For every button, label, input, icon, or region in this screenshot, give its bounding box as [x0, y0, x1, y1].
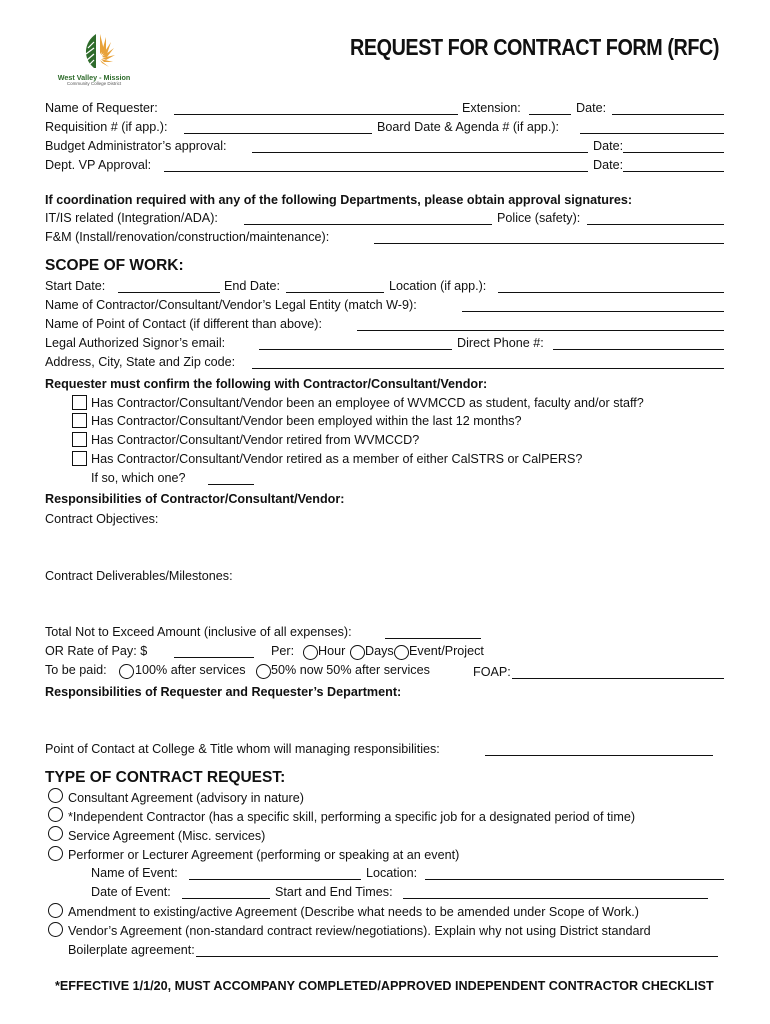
fm-field[interactable] [374, 243, 724, 244]
address-label: Address, City, State and Zip code: [45, 355, 236, 369]
itis-field[interactable] [244, 224, 492, 225]
foap-label: FOAP: [473, 665, 511, 679]
contractor-name-field[interactable] [462, 311, 724, 312]
point-contact-label: Name of Point of Contact (if different than above): [45, 317, 322, 331]
name-of-requester-label: Name of Requester: [45, 101, 158, 115]
per-event-label: Event/Project [409, 644, 484, 658]
vendor-label: Vendor’s Agreement (non-standard contract review/negotiations). Explain why not using District standard [68, 924, 651, 938]
logo-caption [57, 74, 131, 87]
objectives-label: Contract Objectives: [45, 512, 159, 526]
service-radio[interactable] [48, 826, 63, 841]
start-end-field[interactable] [403, 898, 708, 899]
contractor-name-label: Name of Contractor/Consultant/Vendor’s Legal Entity (match W-9): [45, 298, 417, 312]
direct-phone-label: Direct Phone #: [457, 336, 544, 350]
contract-type-heading: TYPE OF CONTRACT REQUEST: [45, 769, 286, 786]
coordination-heading: If coordination required with any of the following Departments, please obtain approval signatures: [45, 193, 633, 207]
confirm-item-calstrs: Has Contractor/Consultant/Vendor retired as a member of either CalSTRS or CalPERS? [91, 452, 583, 466]
confirm-item-retired: Has Contractor/Consultant/Vendor retired from WVMCCD? [91, 433, 420, 447]
boilerplate-label: Boilerplate agreement: [68, 943, 195, 957]
rate-field[interactable] [174, 657, 254, 658]
performer-radio[interactable] [48, 846, 63, 861]
extension-label: Extension: [462, 101, 521, 115]
end-date-field[interactable] [286, 292, 384, 293]
total-amount-field[interactable] [385, 638, 481, 639]
independent-label: *Independent Contractor (has a specific skill, performing a specific job for a designated period of time) [68, 810, 636, 824]
per-days-radio[interactable] [350, 645, 365, 660]
responsibilities-heading: Responsibilities of Contractor/Consultant/Vendor: [45, 492, 345, 506]
confirm-item-employee: Has Contractor/Consultant/Vendor been an employee of WVMCCD as student, faculty and/or staff? [91, 396, 644, 410]
extension-field[interactable] [529, 114, 571, 115]
start-date-field[interactable] [118, 292, 220, 293]
budget-date-label: Date: [593, 139, 624, 153]
date-label: Date: [576, 101, 607, 115]
vendor-radio[interactable] [48, 922, 63, 937]
amendment-radio[interactable] [48, 903, 63, 918]
point-contact-field[interactable] [357, 330, 724, 331]
itis-label: IT/IS related (Integration/ADA): [45, 211, 218, 225]
deliverables-label: Contract Deliverables/Milestones: [45, 569, 233, 583]
confirm-checkbox-employee[interactable] [72, 395, 87, 410]
vp-date-field[interactable] [623, 171, 724, 172]
event-location-label: Location: [366, 866, 418, 880]
consultant-radio[interactable] [48, 788, 63, 803]
total-amount-label: Total Not to Exceed Amount (inclusive of all expenses): [45, 625, 352, 639]
per-label: Per: [271, 644, 295, 658]
per-hour-label: Hour [318, 644, 346, 658]
service-label: Service Agreement (Misc. services) [68, 829, 266, 843]
footer-notice: *EFFECTIVE 1/1/20, MUST ACCOMPANY COMPLETED/APPROVED INDEPENDENT CONTRACTOR CHECKLIST [55, 979, 714, 993]
scope-heading: SCOPE OF WORK: [45, 257, 184, 274]
requester-resp-heading: Responsibilities of Requester and Requester’s Department: [45, 685, 402, 699]
budget-admin-field[interactable] [252, 152, 588, 153]
direct-phone-field[interactable] [553, 349, 724, 350]
location-field[interactable] [498, 292, 724, 293]
event-location-field[interactable] [425, 879, 724, 880]
fm-label: F&M (Install/renovation/construction/maintenance): [45, 230, 330, 244]
rate-label: OR Rate of Pay: $ [45, 644, 148, 658]
dept-vp-field[interactable] [164, 171, 588, 172]
confirm-checkbox-employed[interactable] [72, 413, 87, 428]
consultant-label: Consultant Agreement (advisory in nature) [68, 791, 304, 805]
paid-100-radio[interactable] [119, 664, 134, 679]
per-event-radio[interactable] [394, 645, 409, 660]
location-label: Location (if app.): [389, 279, 487, 293]
budget-date-field[interactable] [623, 152, 724, 153]
confirm-checkbox-calstrs[interactable] [72, 451, 87, 466]
budget-admin-label: Budget Administrator’s approval: [45, 139, 227, 153]
paid-50-radio[interactable] [256, 664, 271, 679]
name-of-requester-field[interactable] [174, 114, 458, 115]
paid-100-label: 100% after services [135, 663, 246, 677]
performer-label: Performer or Lecturer Agreement (performing or speaking at an event) [68, 848, 460, 862]
board-date-field[interactable] [580, 133, 724, 134]
per-hour-radio[interactable] [303, 645, 318, 660]
police-label: Police (safety): [497, 211, 581, 225]
independent-radio[interactable] [48, 807, 63, 822]
logo-name: West Valley - Mission [57, 73, 131, 82]
start-date-label: Start Date: [45, 279, 106, 293]
boilerplate-field[interactable] [196, 956, 718, 957]
confirm-heading: Requester must confirm the following with Contractor/Consultant/Vendor: [45, 377, 488, 391]
amendment-label: Amendment to existing/active Agreement (Describe what needs to be amended under Scope of Work.) [68, 905, 639, 919]
confirm-checkbox-retired[interactable] [72, 432, 87, 447]
signor-email-label: Legal Authorized Signor’s email: [45, 336, 226, 350]
to-be-paid-label: To be paid: [45, 663, 107, 677]
board-date-label: Board Date & Agenda # (if app.): [377, 120, 560, 134]
logo-subtitle: Community College District [66, 80, 122, 86]
event-date-field[interactable] [182, 898, 270, 899]
end-date-label: End Date: [224, 279, 281, 293]
poc-college-label: Point of Contact at College & Title whom will managing responsibilities: [45, 742, 440, 756]
poc-college-field[interactable] [485, 755, 713, 756]
date-field[interactable] [612, 114, 724, 115]
event-name-label: Name of Event: [91, 866, 178, 880]
event-date-label: Date of Event: [91, 885, 171, 899]
confirm-item-employed: Has Contractor/Consultant/Vendor been employed within the last 12 months? [91, 414, 522, 428]
start-end-label: Start and End Times: [275, 885, 393, 899]
paid-50-label: 50% now 50% after services [271, 663, 430, 677]
requisition-field[interactable] [184, 133, 372, 134]
event-name-field[interactable] [189, 879, 361, 880]
if-so-label: If so, which one? [91, 471, 186, 485]
police-field[interactable] [587, 224, 724, 225]
requisition-label: Requisition # (if app.): [45, 120, 168, 134]
foap-field[interactable] [512, 678, 724, 679]
page-title: REQUEST FOR CONTRACT FORM (RFC) [350, 34, 720, 60]
address-field[interactable] [252, 368, 724, 369]
if-so-field[interactable] [208, 484, 254, 485]
vp-date-label: Date: [593, 158, 624, 172]
dept-vp-label: Dept. VP Approval: [45, 158, 152, 172]
per-days-label: Days [365, 644, 394, 658]
signor-email-field[interactable] [259, 349, 452, 350]
